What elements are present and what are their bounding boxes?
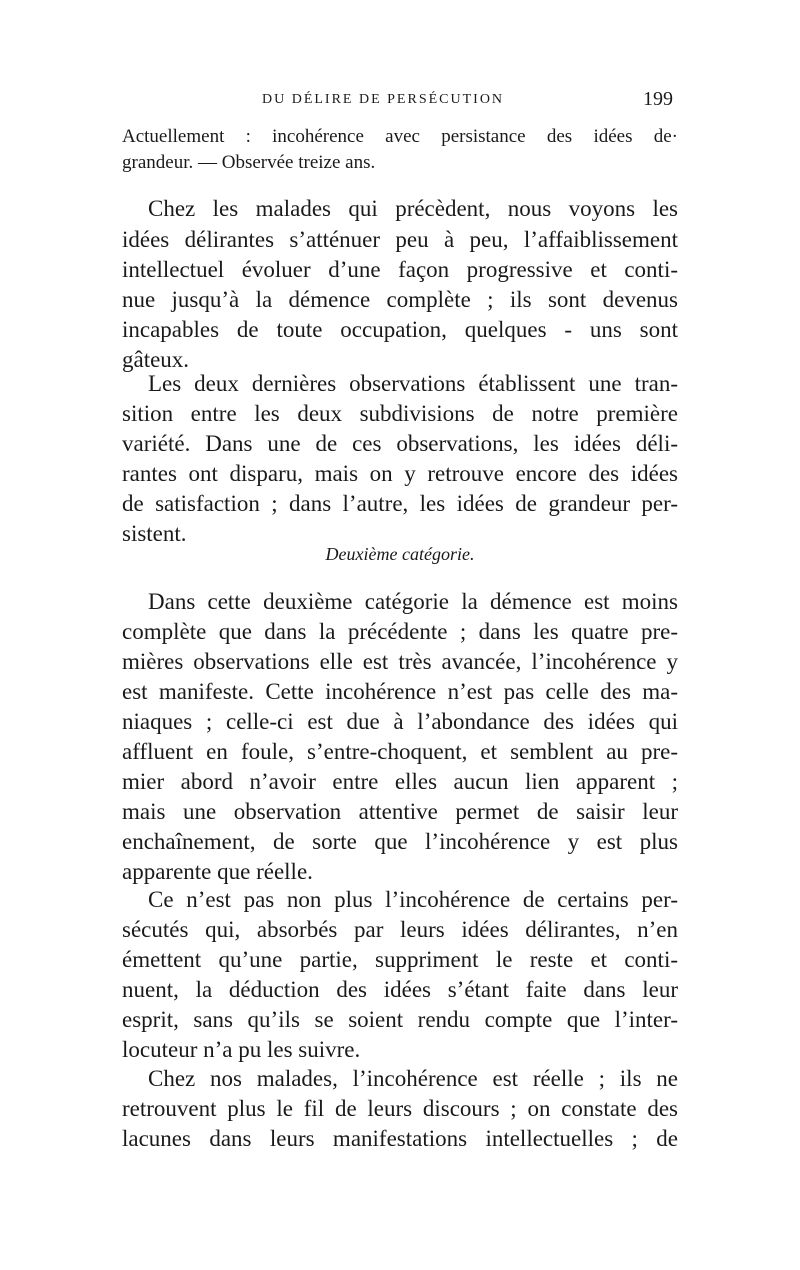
text-line: enchaînement, de sorte que l’incohérence y est plus [122, 829, 678, 854]
text-line: nuent, la déduction des idées s’étant faite dans leur [122, 977, 678, 1002]
text-line: de satisfaction ; dans l’autre, les idées de grandeur per- [122, 491, 678, 516]
text-line: grandeur. — Observée treize ans. [122, 152, 376, 173]
text-line: mières observations elle est très avancée, l’incohérence y [122, 649, 678, 674]
text-line: intellectuel évoluer d’une façon progressive et conti- [122, 257, 678, 282]
text-line: sécutés qui, absorbés par leurs idées délirantes, n’en [122, 917, 678, 942]
text-line: affluent en foule, s’entre-choquent, et semblent au pre- [122, 739, 678, 764]
text-line: rantes ont disparu, mais on y retrouve encore des idées [122, 461, 678, 486]
text-line: sition entre les deux subdivisions de notre première [122, 401, 678, 426]
text-line: émettent qu’une partie, suppriment le reste et conti- [122, 947, 678, 972]
running-title: DU DÉLIRE DE PERSÉCUTION [262, 92, 505, 107]
text-line: locuteur n’a pu les suivre. [122, 1037, 361, 1062]
text-line: Actuellement : incohérence avec persistance des idées de· [122, 126, 678, 147]
text-line: est manifeste. Cette incohérence n’est pas celle des ma- [122, 679, 678, 704]
text-line: apparente que réelle. [122, 859, 313, 884]
text-line: lacunes dans leurs manifestations intellectuelles ; de [122, 1126, 678, 1151]
text-line: sistent. [122, 521, 187, 546]
text-line: gâteux. [122, 347, 190, 372]
text-line: complète que dans la précédente ; dans les quatre pre- [122, 619, 678, 644]
text-line: Chez nos malades, l’incohérence est réelle ; ils ne [148, 1066, 678, 1091]
text-line: variété. Dans une de ces observations, les idées déli- [122, 431, 678, 456]
text-line: mier abord n’avoir entre elles aucun lien apparent ; [122, 769, 678, 794]
text-line: nue jusqu’à la démence complète ; ils sont devenus [122, 287, 678, 312]
text-line: esprit, sans qu’ils se soient rendu compte que l’inter- [122, 1007, 678, 1032]
section-heading: Deuxième catégorie. [325, 544, 475, 564]
text-line: Ce n’est pas non plus l’incohérence de certains per- [148, 887, 678, 912]
page-number: 199 [643, 88, 673, 110]
text-line: mais une observation attentive permet de saisir leur [122, 799, 678, 824]
text-line: idées délirantes s’atténuer peu à peu, l’affaiblissement [122, 227, 678, 252]
text-line: niaques ; celle-ci est due à l’abondance des idées qui [122, 709, 678, 734]
text-line: Dans cette deuxième catégorie la démence est moins [148, 589, 678, 614]
text-line: Les deux dernières observations établissent une tran- [148, 371, 678, 396]
text-line: incapables de toute occupation, quelques - uns sont [122, 317, 678, 342]
text-line: retrouvent plus le fil de leurs discours ; on constate des [122, 1096, 678, 1121]
running-head [0, 88, 800, 116]
text-line: Chez les malades qui précèdent, nous voyons les [148, 196, 678, 221]
